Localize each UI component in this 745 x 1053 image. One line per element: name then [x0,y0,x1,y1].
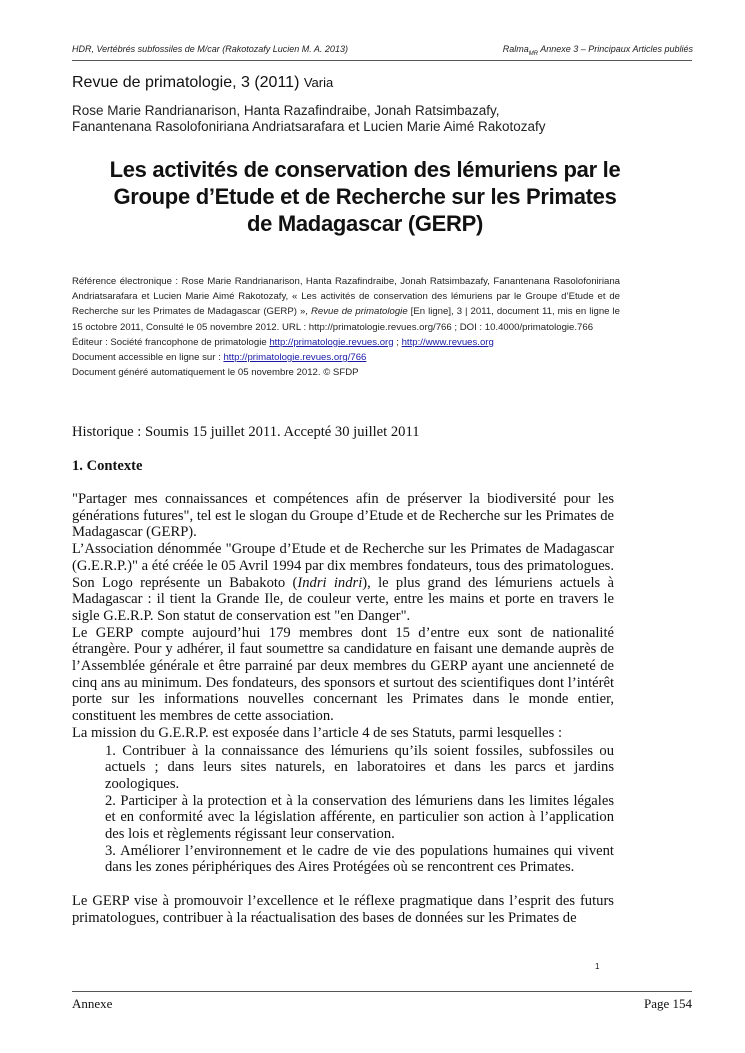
editor-link-primatologie[interactable]: http://primatologie.revues.org [269,336,394,348]
paragraph-mission: La mission du G.E.R.P. est exposée dans l’article 4 de ses Statuts, parmi lesquelles : [72,724,563,741]
paragraph-association-end: ), le plus grand des lémuriens actuels à Madagascar : il tient la Grande Ile, de couleur verte, entre les mains et porte en travers le sigle G.E.R.P. Son statut de conservation est "en Danger". [72,574,614,624]
footer-page: Page 154 [643,996,692,1011]
header-right-sub: MR [528,50,539,57]
mission-list [72,743,614,877]
header-right-suffix: Annexe 3 – Principaux Articles publiés [538,44,693,54]
editor-link-revues[interactable]: http://www.revues.org [401,336,494,348]
mission-item-3: 3. Améliorer l’environnement et le cadre de vie des populations humaines qui vivent dans les zones périphériques des Aires Protégées où se rencontrent ces Primates. [105,842,614,876]
title-line-3: de Madagascar (GERP) [246,211,484,236]
inner-page-number: 1 [595,962,600,971]
footer-left: Annexe [72,996,113,1011]
reference-editor [72,335,620,350]
journal-section: Varia [303,75,334,90]
authors [72,103,692,135]
article-title [60,156,670,237]
authors-line-1: Rose Marie Randrianarison, Hanta Razafindraibe, Jonah Ratsimbazafy, [72,103,500,118]
authors-line-2: Fanantenana Rasolofoniriana Andriatsarafara et Lucien Marie Aimé Rakotozafy [72,119,546,134]
running-header-right [453,44,693,57]
title-line-2: Groupe d’Etude et de Recherche sur les Primates [113,184,617,209]
running-header-left: HDR, Vertébrés subfossiles de M/car (Rakotozafy Lucien M. A. 2013) [72,44,348,54]
reference-citation [72,274,620,335]
citation-end: [En ligne], 3 | 2011, document 11, mis en ligne le 15 octobre 2011, Consulté le 05 novembre 2012. URL : http://primatologie.revues.org/766 ; DOI : 10.4000/primatologie.766 [72,306,620,333]
editor-separator: ; [393,336,402,348]
history-line: Historique : Soumis 15 juillet 2011. Accepté 30 juillet 2011 [72,424,420,440]
citation-start: Référence électronique : Rose Marie Randrianarison, Hanta Razafindraibe, Jonah Ratsimbazafy, Fanantenana Rasolofoniriana Andriatsarafara et Lucien Marie Aimé Rakotozafy, « Les activités de conservation des lémuriens par le Groupe d’Etude et de Recherche sur les Primates de Madagascar (GERP) », [72,276,620,318]
mission-item-1: 1. Contribuer à la connaissance des lémuriens qu’ils soient fossiles, subfossiles ou actuels ; dans leurs sites naturels, en laboratoires et dans les parcs et jardins zoologiques. [105,742,614,792]
title-line-1: Les activités de conservation des lémuriens par le [109,157,621,182]
paragraph-slogan: "Partager mes connaissances et compétences afin de préserver la biodiversité pour les générations futures", tel est le slogan du Groupe d’Etude et de Recherche sur les Primates de Madagascar (GERP). [72,491,614,541]
paragraph-members: Le GERP compte aujourd’hui 179 membres dont 15 d’entre eux sont de nationalité étrangère. Pour y adhérer, il faut soumettre sa candidature en faisant une demande auprès de l’Assemblée générale et être parrainé par deux membres du GERP ayant une ancienneté de cinq ans au minimum. Des fondateurs, des sponsors et surtout des scientifiques dont l’intérêt porte sur les informations nouvelles concernant les Primates dans le monde entier, constituent les membres de cette association. [72,624,614,725]
reference-online [72,350,620,365]
journal-name: Revue de primatologie, 3 (2011) [72,74,304,91]
paragraph-association-start: L’Association dénommée "Groupe d’Etude et de Recherche sur les Primates de Madagascar (G.E.R.P.)" a été créée le 05 Avril 1994 par dix membres fondateurs, tous des primatologues. Son Logo représente un Babakoto ( [72,541,614,591]
header-right-prefix: Ralma [502,44,529,54]
online-label: Document accessible en ligne sur : [72,352,224,364]
paragraph-vision: Le GERP vise à promouvoir l’excellence et le réflexe pragmatique dans l’esprit des futurs primatologues, contribuer à la réactualisation des bases de données sur les Primates de [72,893,614,926]
editor-label: Éditeur : Société francophone de primatologie [72,336,270,348]
citation-journal: Revue de primatologie [310,306,408,318]
header-rule [72,60,692,61]
mission-item-2: 2. Participer à la protection et à la conservation des lémuriens dans les limites légales et en conformité avec la législation afférente, en particulier son action à l’application des lois et règlements régissant leur conservation. [105,792,614,843]
reference-generated: Document généré automatiquement le 05 novembre 2012. © SFDP [72,367,359,379]
section-heading: 1. Contexte [72,458,143,474]
online-link[interactable]: http://primatologie.revues.org/766 [223,352,367,364]
paragraph-association [72,541,614,625]
reference-block [72,274,620,380]
journal-line [72,74,333,92]
footer-rule [72,991,692,992]
body-text [72,491,614,927]
species-name: Indri indri [297,574,363,591]
